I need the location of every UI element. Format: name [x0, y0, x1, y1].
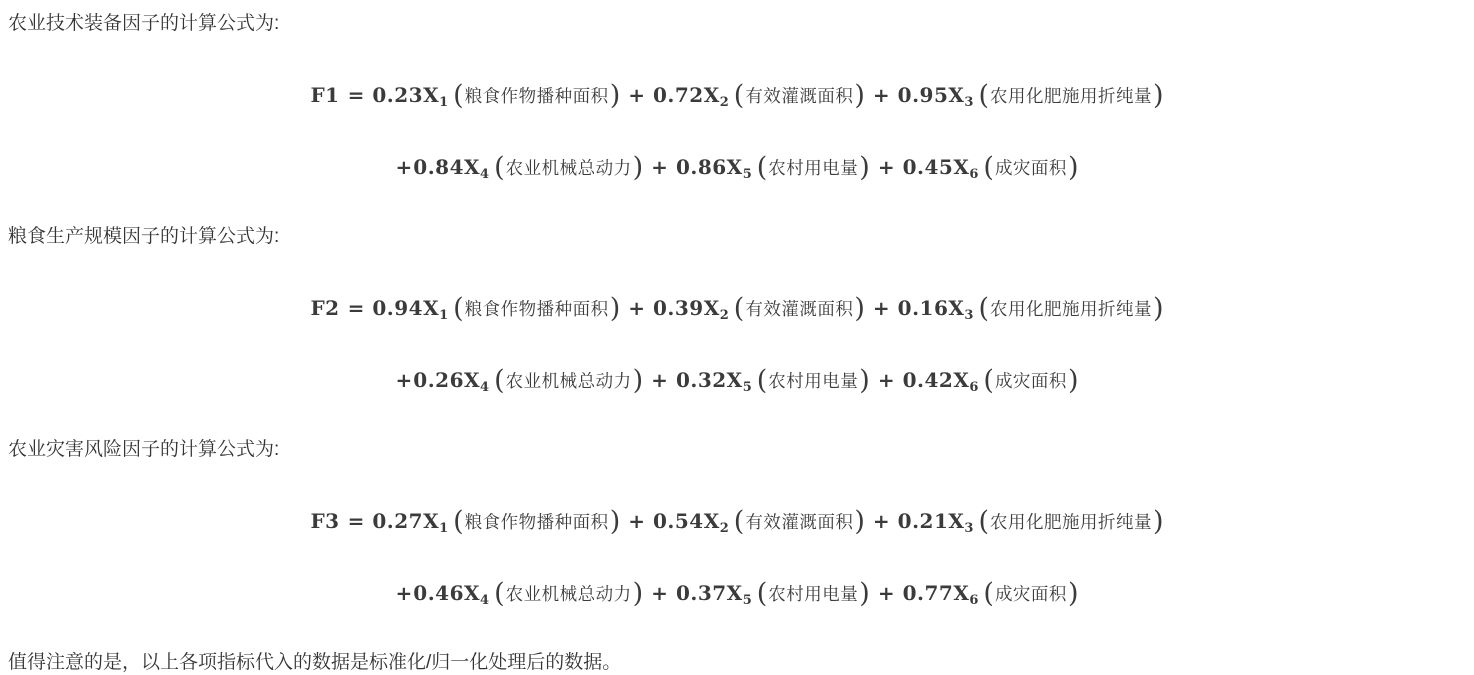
variable: X: [423, 83, 440, 107]
equals-sign: =: [347, 509, 365, 533]
variable: X: [726, 581, 743, 605]
term-label: 粮食作物播种面积: [464, 300, 609, 320]
left-paren: (: [453, 293, 464, 324]
variable: X: [726, 368, 743, 392]
right-paren: ): [632, 578, 644, 609]
term-label: 有效灌溉面积: [745, 87, 854, 107]
subscript: 1: [439, 95, 449, 110]
coefficient: 0.26: [413, 368, 464, 392]
plus-sign: +: [651, 581, 668, 605]
term-label: 农村用电量: [768, 159, 859, 179]
formula-term: [902, 152, 1079, 183]
right-paren: ): [1153, 506, 1164, 537]
coefficient: 0.21: [897, 509, 949, 533]
subscript: 6: [969, 593, 979, 608]
right-paren: ): [632, 365, 644, 396]
variable: X: [703, 509, 720, 533]
subscript: 4: [480, 593, 490, 608]
subscript: 4: [480, 380, 490, 395]
formula-term: [902, 365, 1079, 396]
f2-formula-line-2: [0, 363, 1474, 399]
plus-sign: +: [395, 368, 413, 392]
formula-term: [675, 365, 870, 396]
subscript: 5: [742, 167, 752, 182]
subscript: 5: [742, 380, 752, 395]
formula-term: [897, 293, 1164, 324]
term-label: 农村用电量: [768, 585, 859, 605]
variable: X: [703, 296, 720, 320]
coefficient: 0.45: [902, 155, 954, 179]
right-paren: ): [859, 152, 870, 183]
term-label: 农业机械总动力: [505, 372, 632, 392]
left-paren: (: [494, 578, 505, 609]
section-f1-intro: 农业技术装备因子的计算公式为:: [8, 13, 280, 34]
left-paren: (: [453, 506, 464, 537]
term-label: 有效灌溉面积: [745, 300, 854, 320]
formula-term: [372, 506, 621, 537]
subscript: 6: [969, 380, 979, 395]
variable: X: [423, 509, 440, 533]
plus-sign: +: [395, 155, 413, 179]
variable: X: [953, 368, 970, 392]
plus-sign: +: [872, 83, 890, 107]
closing-note: 值得注意的是，以上各项指标代入的数据是标准化/归一化处理后的数据。: [8, 652, 622, 673]
section-f2-intro: 粮食生产规模因子的计算公式为:: [8, 226, 280, 247]
right-paren: ): [1153, 293, 1164, 324]
right-paren: ): [854, 80, 865, 111]
right-paren: ): [854, 506, 865, 537]
coefficient: 0.37: [675, 581, 727, 605]
f3-formula-line-1: [0, 504, 1474, 540]
equals-sign: =: [347, 83, 365, 107]
subscript: 1: [439, 521, 449, 536]
formula-term: [675, 152, 870, 183]
variable: X: [464, 581, 481, 605]
plus-sign: +: [877, 581, 895, 605]
plus-sign: +: [628, 83, 645, 107]
subscript: 3: [964, 521, 974, 536]
coefficient: 0.32: [675, 368, 727, 392]
term-label: 有效灌溉面积: [745, 513, 854, 533]
left-paren: (: [733, 506, 745, 537]
right-paren: ): [854, 293, 865, 324]
formula-term: [653, 506, 865, 537]
variable: X: [948, 296, 965, 320]
f2-formula-line-1: [0, 291, 1474, 327]
coefficient: 0.95: [897, 83, 949, 107]
formula-term: [413, 365, 644, 396]
formula-term: [653, 293, 865, 324]
formula-term: [902, 578, 1079, 609]
subscript: 2: [719, 308, 729, 323]
left-paren: (: [453, 80, 464, 111]
f3-lhs: F3: [310, 509, 340, 533]
variable: X: [423, 296, 440, 320]
plus-sign: +: [628, 509, 645, 533]
right-paren: ): [632, 152, 644, 183]
subscript: 4: [480, 167, 490, 182]
formula-term: [653, 80, 865, 111]
formula-term: [413, 578, 644, 609]
left-paren: (: [494, 152, 505, 183]
right-paren: ): [1153, 80, 1164, 111]
formula-term: [413, 152, 644, 183]
variable: X: [464, 368, 481, 392]
right-paren: ): [609, 293, 621, 324]
subscript: 6: [969, 167, 979, 182]
left-paren: (: [494, 365, 505, 396]
coefficient: 0.54: [653, 509, 704, 533]
formula-term: [897, 80, 1164, 111]
left-paren: (: [978, 506, 989, 537]
variable: X: [948, 83, 965, 107]
left-paren: (: [733, 80, 745, 111]
left-paren: (: [756, 578, 768, 609]
term-label: 粮食作物播种面积: [464, 513, 609, 533]
formula-term: [372, 80, 621, 111]
subscript: 1: [439, 308, 449, 323]
left-paren: (: [983, 365, 994, 396]
formula-term: [897, 506, 1164, 537]
plus-sign: +: [872, 509, 890, 533]
coefficient: 0.23: [372, 83, 424, 107]
right-paren: ): [609, 80, 621, 111]
variable: X: [464, 155, 481, 179]
right-paren: ): [1067, 578, 1079, 609]
coefficient: 0.39: [653, 296, 704, 320]
variable: X: [703, 83, 720, 107]
left-paren: (: [983, 152, 994, 183]
term-label: 农用化肥施用折纯量: [990, 300, 1152, 320]
coefficient: 0.42: [902, 368, 954, 392]
section-f3-intro: 农业灾害风险因子的计算公式为:: [8, 439, 280, 460]
right-paren: ): [859, 578, 870, 609]
right-paren: ): [859, 365, 870, 396]
term-label: 农业机械总动力: [505, 585, 632, 605]
term-label: 农业机械总动力: [505, 159, 632, 179]
coefficient: 0.46: [413, 581, 464, 605]
plus-sign: +: [872, 296, 890, 320]
plus-sign: +: [877, 368, 895, 392]
coefficient: 0.16: [897, 296, 949, 320]
section-f2: [0, 226, 1474, 399]
left-paren: (: [756, 365, 768, 396]
term-label: 农用化肥施用折纯量: [990, 87, 1152, 107]
left-paren: (: [983, 578, 994, 609]
plus-sign: +: [628, 296, 645, 320]
formula-term: [675, 578, 870, 609]
coefficient: 0.72: [653, 83, 704, 107]
term-label: 成灾面积: [994, 159, 1067, 179]
left-paren: (: [978, 80, 989, 111]
equals-sign: =: [347, 296, 365, 320]
left-paren: (: [733, 293, 745, 324]
right-paren: ): [609, 506, 621, 537]
term-label: 农村用电量: [768, 372, 859, 392]
term-label: 粮食作物播种面积: [464, 87, 609, 107]
coefficient: 0.27: [372, 509, 424, 533]
coefficient: 0.77: [902, 581, 954, 605]
f1-formula-line-1: [0, 78, 1474, 114]
subscript: 2: [719, 95, 729, 110]
term-label: 农用化肥施用折纯量: [990, 513, 1152, 533]
f3-formula-line-2: [0, 576, 1474, 612]
term-label: 成灾面积: [994, 585, 1067, 605]
right-paren: ): [1067, 365, 1079, 396]
section-f3: [0, 439, 1474, 612]
plus-sign: +: [395, 581, 413, 605]
formula-term: [372, 293, 621, 324]
plus-sign: +: [651, 155, 668, 179]
subscript: 3: [964, 95, 974, 110]
f1-formula-line-2: [0, 150, 1474, 186]
coefficient: 0.84: [413, 155, 464, 179]
variable: X: [953, 155, 970, 179]
f2-lhs: F2: [310, 296, 340, 320]
coefficient: 0.94: [372, 296, 424, 320]
variable: X: [726, 155, 743, 179]
variable: X: [953, 581, 970, 605]
variable: X: [948, 509, 965, 533]
f1-lhs: F1: [310, 83, 340, 107]
coefficient: 0.86: [675, 155, 727, 179]
term-label: 成灾面积: [994, 372, 1067, 392]
subscript: 3: [964, 308, 974, 323]
subscript: 5: [742, 593, 752, 608]
left-paren: (: [756, 152, 768, 183]
subscript: 2: [719, 521, 729, 536]
section-f1: [0, 13, 1474, 186]
left-paren: (: [978, 293, 989, 324]
right-paren: ): [1067, 152, 1079, 183]
plus-sign: +: [877, 155, 895, 179]
plus-sign: +: [651, 368, 668, 392]
